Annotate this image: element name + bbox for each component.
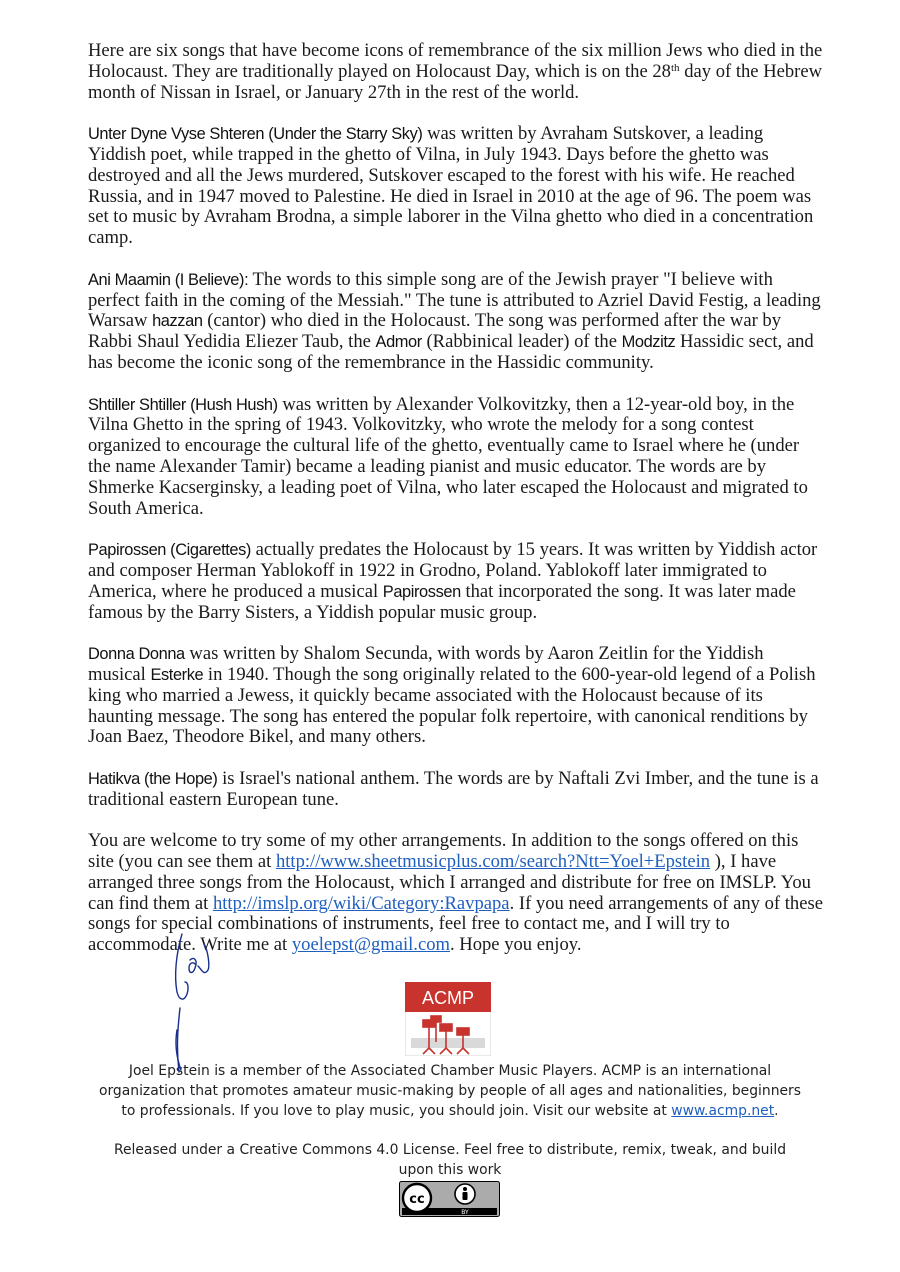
song-title: Shtiller Shtiller (Hush Hush)	[88, 395, 278, 414]
sheetmusicplus-link[interactable]: http://www.sheetmusicplus.com/search?Ntt=Yoel+Epstein	[275, 851, 711, 873]
song-paragraph-2: Ani Maamin (I Believe): The words to this simple song are of the Jewish prayer "I believe with perfect faith in the coming of the Messiah." The tune is attributed to Azriel David Festig, a leading Warsaw hazzan (cantor) who died in the Holocaust. The song was performed after the war by Rabbi Shaul Yedidia Eliezer Taub, the Admor (Rabbinical leader) of the Modzitz Hassidic sect, and has become the iconic song of the remembrance in the Hassidic community.	[88, 268, 821, 373]
song-title: Unter Dyne Vyse Shteren (Under the Starry Sky)	[88, 125, 423, 144]
intro-paragraph: Here are six songs that have become icons of remembrance of the six million Jews who died in the Holocaust. They are traditionally played on Holocaust Day, which is on the 28th day of the Hebrew month of Nissan in Israel, or January 27th in the rest of the world.	[88, 40, 823, 103]
term: Modzitz	[621, 333, 676, 352]
by-label: BY	[461, 1209, 469, 1216]
imslp-link[interactable]: http://imslp.org/wiki/Category:Ravpapa	[212, 892, 510, 914]
song-title: Hatikva (the Hope)	[88, 769, 218, 788]
handwritten-signature	[160, 930, 220, 1075]
acmp-logo-text: ACMP	[421, 988, 475, 1008]
song-paragraph-3: Shtiller Shtiller (Hush Hush) was written by Alexander Volkovitzky, then a 12-year-old boy, in the Vilna Ghetto in the spring of 1943. Volkovitzky, who wrote the melody for a song contest organized to encourage the cultural life of the ghetto, eventually came to Israel where he (under the name Alexander Tamir) became a leading pianist and music educator. The words are by Shmerke Kacserginsky, a leading poet of Vilna, who later escaped the Holocaust and migrated to South America.	[88, 393, 808, 519]
document-body	[88, 41, 824, 977]
email-link[interactable]: yoelepst@gmail.com	[291, 934, 450, 956]
cc-by-icon	[399, 1181, 500, 1217]
cc-by-badge	[399, 1181, 500, 1217]
closing-paragraph: You are welcome to try some of my other arrangements. In addition to the songs offered on this site (you can see them at http://www.sheetmusicplus.com/search?Ntt=Yoel+Epstein ), I have arranged three songs from the Holocaust, which I arranged and distribute for free on IMSLP. You can find them at http://imslp.org/wiki/Category:Ravpapa. If you need arrangements of any of these songs for special combinations of instruments, feel free to contact me, and I will try to accommodate. Write me at yoelepst@gmail.com. Hope you enjoy.	[88, 830, 823, 956]
acmp-website-link[interactable]: www.acmp.net	[671, 1103, 775, 1119]
term: Papirossen	[382, 582, 461, 601]
song-paragraph-4: Papirossen (Cigarettes) actually predates the Holocaust by 15 years. It was written by Yiddish actor and composer Herman Yablokoff in 1922 in Grodno, Poland. Yablokoff later immigrated to America, where he produced a musical Papirossen that incorporated the song. It was later made famous by the Barry Sisters, a Yiddish popular music group.	[88, 539, 818, 623]
acmp-footer: Joel Epstein is a member of the Associated Chamber Music Players. ACMP is an international organization that promotes amateur music-making by people of all ages and nationalities, beginners to professionals. If you love to play music, you should join. Visit our website at www.acmp.net.	[98, 1063, 802, 1119]
term: hazzan	[152, 312, 203, 331]
license-text: Released under a Creative Commons 4.0 License. Feel free to distribute, remix, tweak, and build upon this work	[113, 1142, 787, 1178]
term: Admor	[375, 333, 422, 352]
acmp-logo-graphic	[405, 982, 491, 1056]
song-title: Papirossen (Cigarettes)	[88, 541, 251, 560]
superscript: th	[670, 61, 680, 74]
signature-graphic	[160, 930, 220, 1075]
term: Esterke	[150, 665, 204, 684]
song-paragraph-5: Donna Donna was written by Shalom Secunda, with words by Aaron Zeitlin for the Yiddish musical Esterke in 1940. Though the song originally related to the 600-year-old legend of a Polish king who married a Jewess, it quickly became associated with the Holocaust because of its haunting message. The song has entered the popular folk repertoire, with canonical renditions by Joan Baez, Theodore Bikel, and many others.	[88, 643, 816, 748]
song-title: Donna Donna	[88, 645, 185, 664]
song-paragraph-1: Unter Dyne Vyse Shteren (Under the Starry Sky) was written by Avraham Sutskover, a leading Yiddish poet, while trapped in the ghetto of Vilna, in July 1943. Days before the ghetto was destroyed and all the Jews murdered, Sutskover escaped to the forest with his wife. He reached Russia, and in 1947 moved to Palestine. He died in Israel in 2010 at the age of 96. The poem was set to music by Avraham Brodna, a simple laborer in the Vilna ghetto who died in a concentration camp.	[88, 123, 814, 249]
song-paragraph-6: Hatikva (the Hope) is Israel's national anthem. The words are by Naftali Zvi Imber, and the tune is a traditional eastern European tune.	[88, 767, 819, 810]
cc-label: cc	[409, 1192, 425, 1207]
song-title: Ani Maamin (I Believe):	[88, 270, 249, 289]
acmp-logo	[405, 982, 491, 1056]
